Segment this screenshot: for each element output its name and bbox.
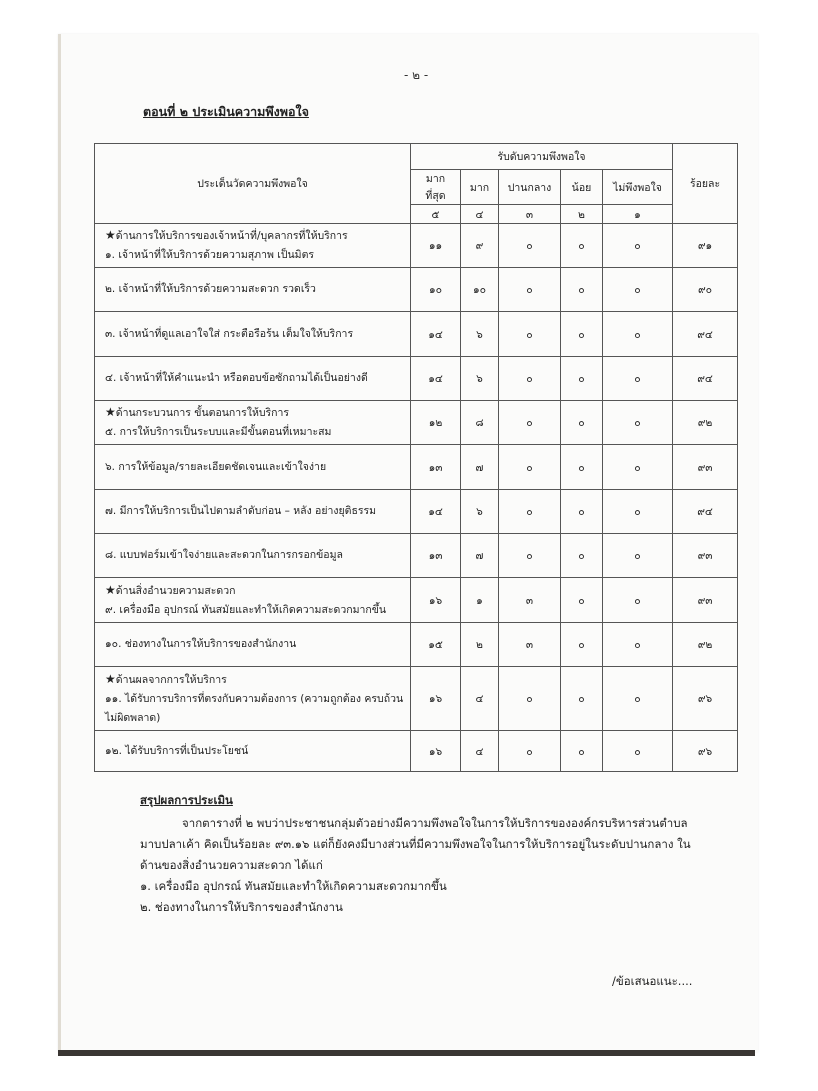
- count-cell: ๐: [561, 224, 603, 268]
- item-cell: [95, 357, 411, 401]
- item-label: ๑๒. ได้รับบริการที่เป็นประโยชน์: [105, 744, 249, 757]
- percent-cell: ๙๒: [673, 623, 738, 667]
- count-cell: ๐: [499, 490, 561, 534]
- count-cell: ๐: [561, 401, 603, 445]
- star-icon: ★: [105, 228, 116, 242]
- continuation-note: /ข้อเสนอแนะ....: [612, 974, 693, 988]
- count-cell: ๖: [461, 490, 499, 534]
- table-row: [95, 401, 738, 445]
- table-row: [95, 268, 738, 312]
- count-cell: ๔: [461, 667, 499, 731]
- count-cell: ๑๖: [411, 731, 461, 772]
- item-cell: [95, 224, 411, 268]
- star-icon: ★: [105, 582, 116, 597]
- item-cell: [95, 578, 411, 623]
- page-bottom-edge: [58, 1050, 755, 1056]
- item-label: ๑. เจ้าหน้าที่ให้บริการด้วยความสุภาพ เป็นมิตร: [105, 249, 315, 261]
- count-cell: ๐: [603, 312, 673, 357]
- count-cell: ๐: [561, 667, 603, 731]
- count-cell: ๐: [499, 312, 561, 357]
- item-label: ๙. เครื่องมือ อุปกรณ์ ทันสมัยและทำให้เกิดความสะดวกมากขึ้น: [105, 603, 387, 616]
- count-cell: ๐: [499, 268, 561, 312]
- table-row: [95, 357, 738, 401]
- count-cell: ๐: [499, 667, 561, 731]
- count-cell: ๐: [603, 667, 673, 731]
- item-label: ๘. แบบฟอร์มเข้าใจง่ายและสะดวกในการกรอกข้อมูล: [105, 549, 343, 561]
- item-label: ๕. การให้บริการเป็นระบบและมีขั้นตอนที่เหมาะสม: [105, 426, 332, 438]
- item-cell: [95, 534, 411, 578]
- count-cell: ๙: [461, 224, 499, 268]
- count-cell: ๐: [603, 578, 673, 623]
- count-cell: ๐: [603, 731, 673, 772]
- item-header: ประเด็นวัดความพึงพอใจ: [95, 144, 411, 224]
- level-label: มากที่สุด: [411, 170, 461, 205]
- item-cell: [95, 623, 411, 667]
- count-cell: ๑๒: [411, 401, 461, 445]
- level-score: ๔: [461, 205, 499, 224]
- category-heading: [105, 226, 405, 246]
- category-label: ด้านผลจากการให้บริการ: [115, 673, 227, 686]
- count-cell: ๑๕: [411, 623, 461, 667]
- count-cell: ๑๔: [411, 312, 461, 357]
- table-row: [95, 312, 738, 357]
- satisfaction-table: [94, 143, 738, 772]
- count-cell: ๐: [561, 268, 603, 312]
- count-cell: ๐: [561, 490, 603, 534]
- count-cell: ๔: [461, 731, 499, 772]
- count-cell: ๐: [561, 534, 603, 578]
- count-cell: ๐: [603, 490, 673, 534]
- item-label: ๔. เจ้าหน้าที่ให้คำแนะนำ หรือตอบข้อซักถามได้เป็นอย่างดี: [105, 372, 368, 384]
- count-cell: ๑๐: [461, 268, 499, 312]
- count-cell: ๗: [461, 445, 499, 490]
- count-cell: ๓: [499, 623, 561, 667]
- category-heading: [105, 581, 405, 601]
- count-cell: ๐: [603, 401, 673, 445]
- star-icon: ★: [105, 671, 116, 686]
- count-cell: ๐: [499, 357, 561, 401]
- item-cell: [95, 268, 411, 312]
- percent-cell: ๙๔: [673, 357, 738, 401]
- item-label: ๓. เจ้าหน้าที่ดูแลเอาใจใส่ กระตือรือร้น เต็มใจให้บริการ: [105, 327, 354, 340]
- count-cell: ๐: [603, 357, 673, 401]
- item-label: ๗. มีการให้บริการเป็นไปตามลำดับก่อน – หลัง อย่างยุติธรรม: [105, 505, 377, 517]
- percent-cell: ๙๑: [673, 224, 738, 268]
- percent-cell: ๙๖: [673, 731, 738, 772]
- table-row: [95, 623, 738, 667]
- count-cell: ๑๓: [411, 534, 461, 578]
- count-cell: ๐: [561, 623, 603, 667]
- item-label: ๖. การให้ข้อมูล/รายละเอียดชัดเจนและเข้าใจง่าย: [105, 460, 327, 473]
- count-cell: ๓: [499, 578, 561, 623]
- count-cell: ๐: [499, 445, 561, 490]
- percent-cell: ๙๔: [673, 312, 738, 357]
- count-cell: ๑๖: [411, 578, 461, 623]
- category-heading: [105, 670, 405, 690]
- count-cell: ๗: [461, 534, 499, 578]
- summary-section: [140, 790, 700, 918]
- count-cell: ๑๔: [411, 357, 461, 401]
- percent-cell: ๙๔: [673, 490, 738, 534]
- count-cell: ๐: [499, 401, 561, 445]
- count-cell: ๐: [603, 534, 673, 578]
- count-cell: ๑๓: [411, 445, 461, 490]
- table-row: [95, 667, 738, 731]
- item-cell: [95, 667, 411, 731]
- count-cell: ๐: [561, 357, 603, 401]
- item-cell: [95, 312, 411, 357]
- count-cell: ๑: [461, 578, 499, 623]
- count-cell: ๐: [499, 731, 561, 772]
- page-number: - ๒ -: [404, 68, 429, 82]
- count-cell: ๐: [561, 578, 603, 623]
- item-cell: [95, 490, 411, 534]
- count-cell: ๑๐: [411, 268, 461, 312]
- level-label: ปานกลาง: [499, 170, 561, 205]
- count-cell: ๐: [561, 731, 603, 772]
- item-label: ๑๐. ช่องทางในการให้บริการของสำนักงาน: [105, 638, 297, 650]
- category-label: ด้านกระบวนการ ขั้นตอนการให้บริการ: [115, 407, 290, 419]
- table-row: [95, 445, 738, 490]
- count-cell: ๑๔: [411, 490, 461, 534]
- count-cell: ๑๖: [411, 667, 461, 731]
- percent-header: ร้อยละ: [673, 144, 738, 224]
- count-cell: ๖: [461, 312, 499, 357]
- table-row: [95, 731, 738, 772]
- category-heading: [105, 403, 405, 423]
- summary-point: ๑. เครื่องมือ อุปกรณ์ ทันสมัยและทำให้เกิดความสะดวกมากขึ้น: [140, 879, 447, 893]
- percent-cell: ๙๐: [673, 268, 738, 312]
- item-cell: [95, 445, 411, 490]
- count-cell: ๑๑: [411, 224, 461, 268]
- section-title: ตอนที่ ๒ ประเมินความพึงพอใจ: [143, 104, 309, 119]
- level-group-header: รับดับความพึงพอใจ: [411, 144, 673, 170]
- category-label: ด้านสิ่งอำนวยความสะดวก: [115, 584, 236, 597]
- count-cell: ๐: [561, 312, 603, 357]
- table-body: [95, 224, 738, 772]
- summary-paragraph: จากตารางที่ ๒ พบว่าประชาชนกลุ่มตัวอย่างมีความพึงพอใจในการให้บริการขององค์กรบริหารส่วนตำบลมาบปลาเค้า คิดเป็นร้อยละ ๙๓.๑๖ แต่ก็ยังคงมีบางส่วนที่มีความพึงพอใจในการให้บริการอยู่ในระดับปานกลาง ในด้านของสิ่งอำนวยความสะดวก ได้แก่: [140, 816, 691, 872]
- item-cell: [95, 731, 411, 772]
- level-score: ๓: [499, 205, 561, 224]
- percent-cell: ๙๖: [673, 667, 738, 731]
- table-row: [95, 490, 738, 534]
- percent-cell: ๙๓: [673, 445, 738, 490]
- count-cell: ๐: [603, 445, 673, 490]
- category-label: ด้านการให้บริการของเจ้าหน้าที่/บุคลากรที่ให้บริการ: [115, 230, 348, 242]
- count-cell: ๐: [499, 534, 561, 578]
- level-label: มาก: [461, 170, 499, 205]
- count-cell: ๐: [603, 224, 673, 268]
- count-cell: ๖: [461, 357, 499, 401]
- item-label: ๑๑. ได้รับการบริการที่ตรงกับความต้องการ (ความถูกต้อง ครบถ้วน ไม่ผิดพลาด): [105, 692, 404, 724]
- count-cell: ๐: [561, 445, 603, 490]
- count-cell: ๘: [461, 401, 499, 445]
- level-label: น้อย: [561, 170, 603, 205]
- table-row: [95, 578, 738, 623]
- item-label: ๒. เจ้าหน้าที่ให้บริการด้วยความสะดวก รวดเร็ว: [105, 283, 316, 295]
- count-cell: ๐: [603, 623, 673, 667]
- count-cell: ๐: [603, 268, 673, 312]
- percent-cell: ๙๓: [673, 578, 738, 623]
- level-score: ๕: [411, 205, 461, 224]
- count-cell: ๐: [499, 224, 561, 268]
- summary-title: สรุปผลการประเมิน: [140, 793, 233, 807]
- level-score: ๒: [561, 205, 603, 224]
- item-cell: [95, 401, 411, 445]
- table-row: [95, 534, 738, 578]
- table-row: [95, 224, 738, 268]
- level-label: ไม่พึงพอใจ: [603, 170, 673, 205]
- percent-cell: ๙๓: [673, 534, 738, 578]
- summary-point: ๒. ช่องทางในการให้บริการของสำนักงาน: [140, 900, 343, 914]
- percent-cell: ๙๒: [673, 401, 738, 445]
- star-icon: ★: [105, 405, 116, 419]
- count-cell: ๒: [461, 623, 499, 667]
- level-score: ๑: [603, 205, 673, 224]
